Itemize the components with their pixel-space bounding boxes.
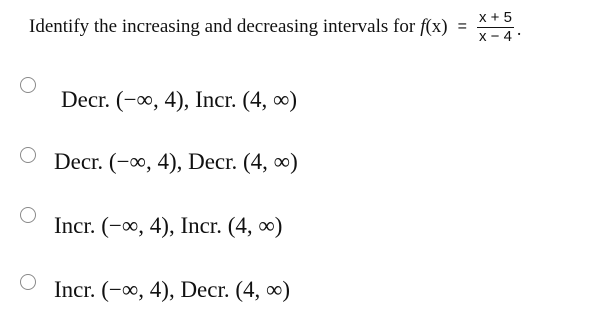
answer-option-label: Decr. (−∞, 4), Incr. (4, ∞) bbox=[61, 87, 298, 112]
question-prompt bbox=[29, 8, 522, 45]
function-fraction bbox=[477, 10, 514, 45]
answer-option-4[interactable] bbox=[0, 257, 600, 309]
answer-option-2[interactable] bbox=[0, 127, 600, 179]
answer-option-label: Incr. (−∞, 4), Incr. (4, ∞) bbox=[54, 213, 283, 238]
radio-button-icon[interactable] bbox=[20, 147, 36, 163]
function-name: f bbox=[420, 16, 426, 37]
equals-sign: = bbox=[457, 18, 467, 35]
fraction-denominator: x − 4 bbox=[478, 27, 512, 45]
radio-button-icon[interactable] bbox=[20, 207, 36, 223]
radio-button-icon[interactable] bbox=[20, 77, 36, 93]
answer-option-3[interactable] bbox=[0, 192, 600, 244]
fraction-numerator: x + 5 bbox=[478, 8, 512, 26]
answer-option-label: Incr. (−∞, 4), Decr. (4, ∞) bbox=[54, 277, 291, 302]
function-argument: (x) bbox=[425, 16, 448, 37]
radio-button-icon[interactable] bbox=[20, 274, 36, 290]
question-period: . bbox=[516, 18, 522, 39]
answer-option-1[interactable] bbox=[0, 62, 600, 114]
function-notation bbox=[420, 16, 447, 38]
answer-option-label: Decr. (−∞, 4), Decr. (4, ∞) bbox=[54, 149, 298, 174]
question-text: Identify the increasing and decreasing intervals for bbox=[29, 16, 416, 37]
